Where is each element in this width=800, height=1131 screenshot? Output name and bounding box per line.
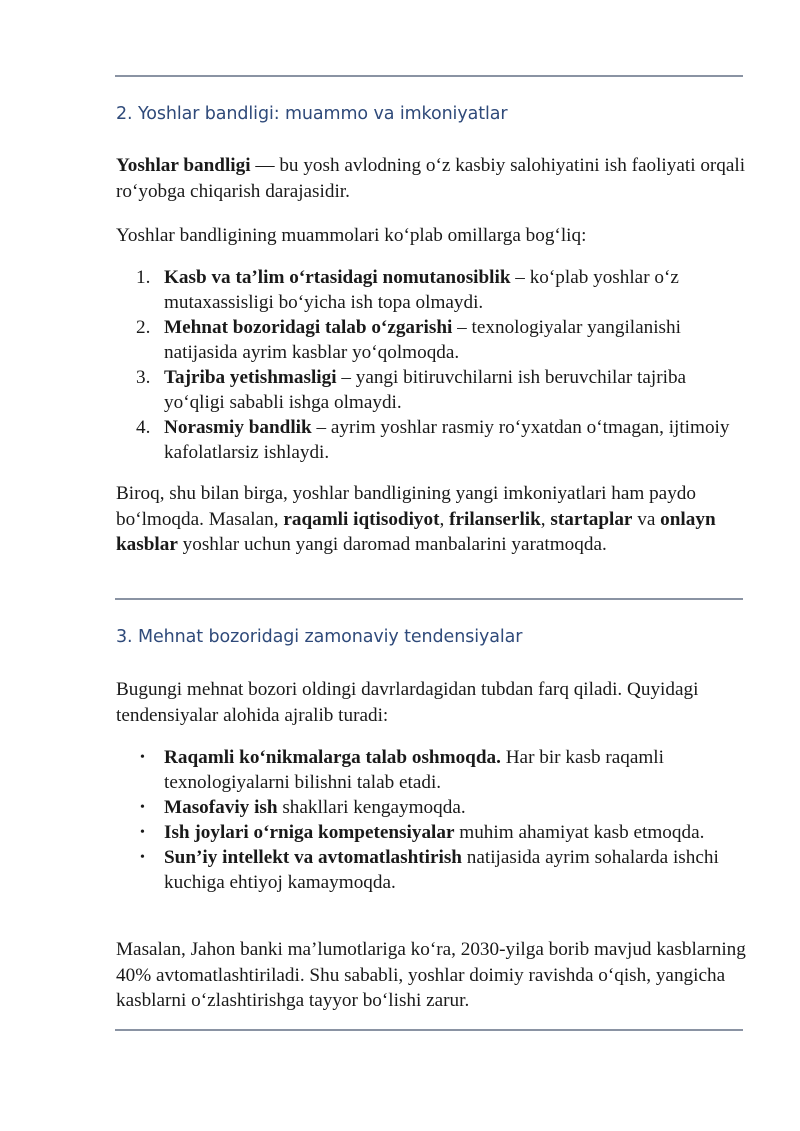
- trend-text: natijasida ayrim sohalarda ishchi kuchiga ehtiyoj kamaymoqda.: [164, 847, 719, 893]
- problems-intro: Yoshlar bandligining muammolari ko‘plab omillarga bog‘liq:: [116, 225, 587, 246]
- opportunity-term: startaplar: [550, 508, 633, 530]
- definition-paragraph: [116, 153, 746, 204]
- trend-title: Raqamli ko‘nikmalarga talab oshmoqda.: [164, 747, 501, 768]
- bullet-icon: •: [140, 750, 145, 765]
- trend-title: Ish joylari o‘rniga kompetensiyalar: [164, 822, 455, 843]
- problem-title: Tajriba yetishmasligi: [164, 367, 337, 388]
- opportunities-text: ,: [540, 508, 551, 530]
- bullet-icon: •: [140, 825, 145, 840]
- trend-title: Sun’iy intellekt va avtomatlashtirish: [164, 847, 462, 868]
- problem-text: – yangi bitiruvchilarni ish beruvchilar tajriba yo‘qligi sababli ishga olmaydi.: [164, 367, 687, 413]
- definition-term: Yoshlar bandligi: [116, 155, 251, 176]
- list-item: [116, 365, 746, 415]
- problems-list: [116, 265, 746, 465]
- list-item: [116, 265, 746, 315]
- trend-text: shakllari kengaymoqda.: [277, 797, 466, 818]
- list-item: [116, 845, 746, 895]
- list-number: 3.: [136, 367, 151, 388]
- problem-text: – texnologiyalar yangilanishi natijasida ayrim kasblar yo‘qolmoqda.: [164, 317, 681, 363]
- trend-text: Har bir kasb raqamli texnologiyalarni bilishni talab etadi.: [164, 747, 664, 793]
- list-item: [116, 795, 746, 820]
- opportunity-term: onlayn kasblar: [116, 508, 716, 555]
- opportunities-text: ,: [439, 508, 450, 530]
- closing-paragraph: Masalan, Jahon banki ma’lumotlariga ko‘ra, 2030-yilga borib mavjud kasblarning 40% avtomatlashtiriladi. Shu sababli, yoshlar doimiy ravishda o‘qish, yangicha kasblarni o‘zlashtirishga tayyor bo‘lishi zarur.: [116, 939, 746, 1011]
- section-2-heading: 2. Yoshlar bandligi: muammo va imkoniyatlar: [116, 104, 508, 124]
- list-item: [116, 745, 746, 795]
- trend-text: muhim ahamiyat kasb etmoqda.: [454, 822, 705, 843]
- list-number: 2.: [136, 317, 151, 338]
- problem-text: – ayrim yoshlar rasmiy ro‘yxatdan o‘tmagan, ijtimoiy kafolatlarsiz ishlaydi.: [164, 417, 730, 463]
- divider-bottom: [115, 1029, 743, 1031]
- list-item: [116, 415, 746, 465]
- divider-middle: [115, 598, 743, 600]
- trends-intro: Bugungi mehnat bozori oldingi davrlardagidan tubdan farq qiladi. Quyidagi tendensiyalar alohida ajralib turadi:: [116, 679, 699, 726]
- problem-title: Norasmiy bandlik: [164, 417, 312, 438]
- problem-title: Kasb va ta’lim o‘rtasidagi nomutanosiblik: [164, 267, 511, 288]
- bullet-icon: •: [140, 800, 145, 815]
- problem-title: Mehnat bozoridagi talab o‘zgarishi: [164, 317, 453, 338]
- bullet-icon: •: [140, 850, 145, 865]
- section-3-heading: 3. Mehnat bozoridagi zamonaviy tendensiyalar: [116, 627, 523, 647]
- trends-list: [116, 745, 746, 895]
- divider-top: [115, 75, 743, 77]
- list-item: [116, 315, 746, 365]
- list-number: 1.: [136, 267, 151, 288]
- list-number: 4.: [136, 417, 151, 438]
- list-item: [116, 820, 746, 845]
- definition-text: — bu yosh avlodning o‘z kasbiy salohiyatini ish faoliyati orqali ro‘yobga chiqarish darajasidir.: [116, 155, 746, 202]
- opportunities-text: Biroq, shu bilan birga, yoshlar bandligining yangi imkoniyatlari ham paydo bo‘lmoqda. Masalan,: [116, 483, 696, 530]
- opportunities-text: yoshlar uchun yangi daromad manbalarini yaratmoqda.: [177, 534, 607, 555]
- problem-text: – ko‘plab yoshlar o‘z mutaxassisligi bo‘yicha ish topa olmaydi.: [164, 267, 679, 313]
- opportunities-paragraph: [116, 481, 746, 558]
- trend-title: Masofaviy ish: [164, 797, 278, 818]
- opportunities-text: va: [632, 508, 661, 530]
- opportunity-term: raqamli iqtisodiyot: [283, 508, 440, 530]
- opportunity-term: frilanserlik: [449, 508, 541, 530]
